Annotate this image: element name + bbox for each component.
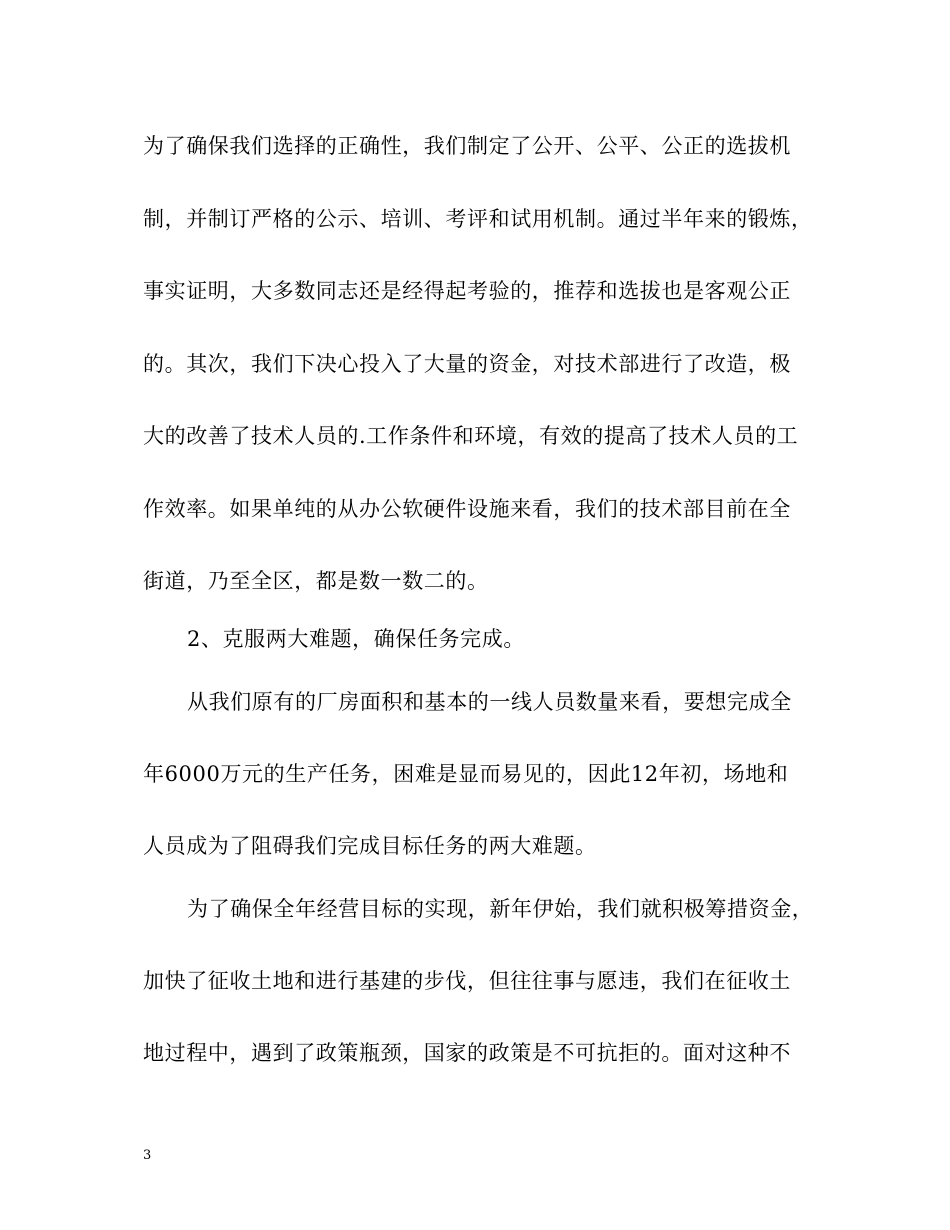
text-line-4: 的。其次，我们下决心投入了大量的资金，对技术部进行了改造，极 [143, 352, 791, 376]
text-line-13: 加快了征收土地和进行基建的步伐，但往往事与愿违，我们在征收土 [143, 969, 791, 993]
text-line-3: 事实证明，大多数同志还是经得起考验的，推荐和选拔也是客观公正 [143, 279, 791, 303]
text-line-7: 街道，乃至全区，都是数一数二的。 [143, 569, 489, 593]
page-number: 3 [143, 1148, 152, 1163]
text-line-11: 人员成为了阻碍我们完成目标任务的两大难题。 [143, 834, 597, 858]
text-line-2: 制，并制订严格的公示、培训、考评和试用机制。通过半年来的锻炼， [143, 207, 813, 231]
section-heading: 2、克服两大难题，确保任务完成。 [187, 627, 525, 651]
text-line-1: 为了确保我们选择的正确性，我们制定了公开、公平、公正的选拔机 [143, 134, 791, 158]
text-line-10: 年6000万元的生产任务，困难是显而易见的，因此12年初，场地和 [143, 762, 789, 786]
text-line-9: 从我们原有的厂房面积和基本的一线人员数量来看，要想完成全 [187, 690, 792, 714]
text-line-5: 大的改善了技术人员的.工作条件和环境，有效的提高了技术人员的工 [143, 424, 799, 448]
text-line-6: 作效率。如果单纯的从办公软硬件设施来看，我们的技术部目前在全 [143, 497, 791, 521]
text-line-14: 地过程中，遇到了政策瓶颈，国家的政策是不可抗拒的。面对这种不 [143, 1041, 791, 1065]
text-line-12: 为了确保全年经营目标的实现，新年伊始，我们就积极筹措资金， [187, 897, 814, 921]
